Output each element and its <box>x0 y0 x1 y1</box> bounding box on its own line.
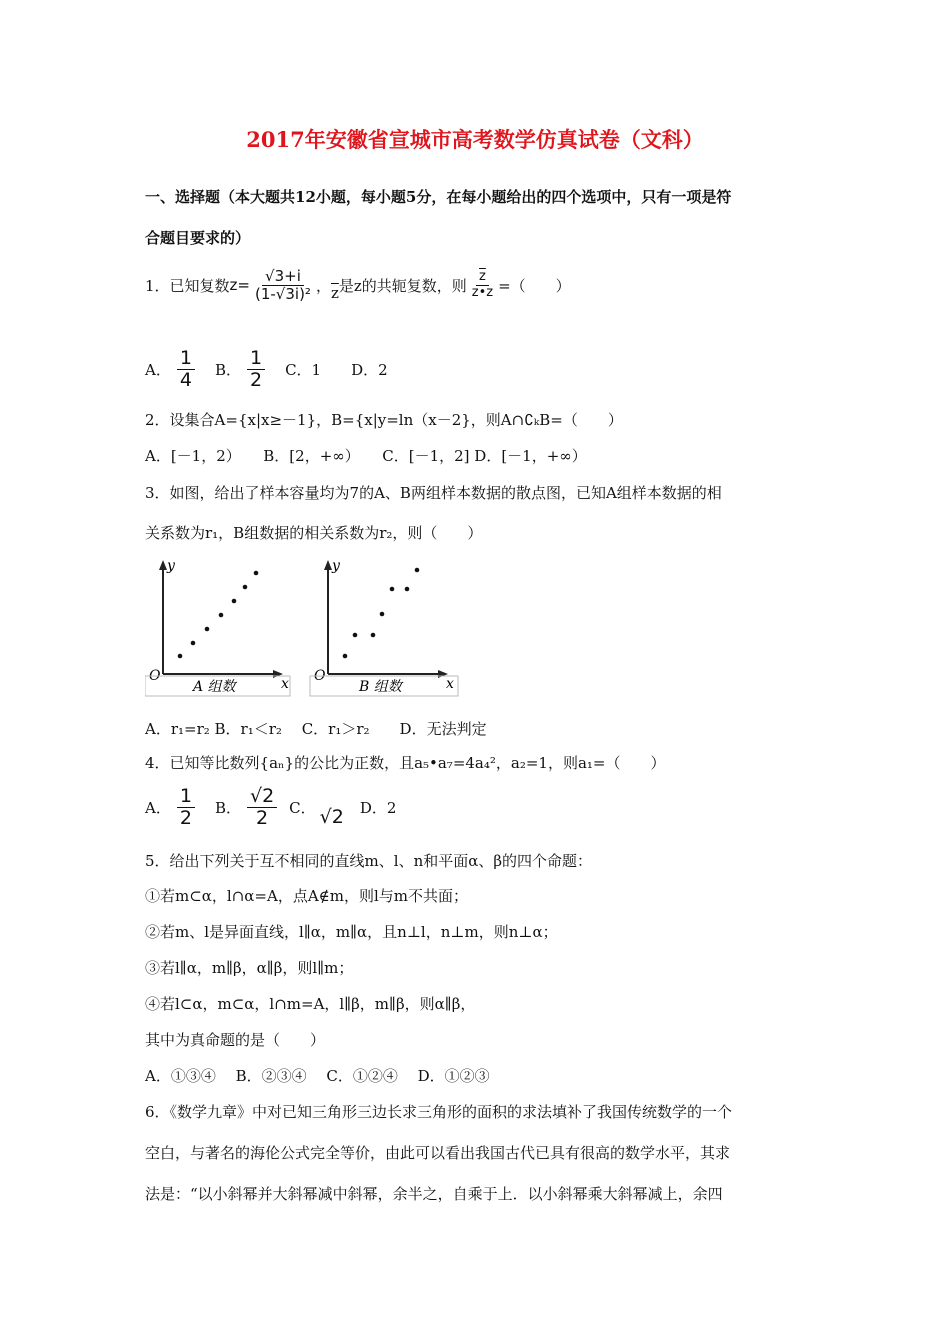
q1-option-b-label: B． <box>214 360 241 379</box>
question-5-ask: 其中为真命题的是（ ） <box>145 1031 326 1049</box>
question-5-stem: 5．给出下列关于互不相同的直线m、l、n和平面α、β的四个命题： <box>145 852 593 870</box>
graph-b-y-label: y <box>332 558 340 574</box>
scatter-figure <box>145 556 460 698</box>
q1-fraction2-numerator: $\overline{z}$ <box>476 270 489 285</box>
q1-option-a-den: 4 <box>179 368 192 391</box>
graph-a-point <box>205 627 210 632</box>
q1-zbar: $\overline{z}$ <box>330 284 339 302</box>
q1-fraction2-denominator: z•z <box>471 284 494 300</box>
question-4-stem: 4．已知等比数列{aₙ}的公比为正数，且a₅•a₇=4a₄²，a₂=1，则a₁=（ ） <box>145 754 666 772</box>
graph-a-y-label: y <box>167 558 175 574</box>
q4-option-d: D．2 <box>359 798 397 817</box>
graph-b-point <box>371 633 376 638</box>
graph-a-point <box>178 654 183 659</box>
scatter-figure-bg <box>145 556 460 698</box>
question-3-line2: 关系数为r₁，B组数据的相关系数为r₂，则（ ） <box>145 524 483 542</box>
graph-b-x-label: x <box>446 676 454 692</box>
q4-option-a-num: 1 <box>177 786 195 808</box>
q1-option-b-den: 2 <box>249 368 263 391</box>
q1-text: 是z的共轭复数，则 <box>338 276 467 295</box>
question-2-stem: 2．设集合A={x|x≥－1}，B={x|y=ln（x－2}，则A∩∁ₖB=（ ） <box>145 411 623 429</box>
q1-fraction-denominator: (1-√3i)² <box>255 284 311 303</box>
graph-a-point <box>191 641 196 646</box>
section-heading-line1: 一、选择题（本大题共12小题，每小题5分，在每小题给出的四个选项中，只有一项是符 <box>145 188 732 206</box>
q4-option-c-value: √2 <box>319 806 344 829</box>
question-4-options <box>145 786 396 829</box>
graph-a-point <box>232 599 237 604</box>
q4-option-b-num: √2 <box>247 786 277 808</box>
q1-tail: =（ ） <box>498 276 571 295</box>
question-5-proposition-3: ③若l∥α，m∥β，α∥β，则l∥m； <box>145 959 354 977</box>
question-5-proposition-1: ①若m⊂α，l∩α=A，点A∉m，则l与m不共面； <box>145 887 468 905</box>
graph-b-point <box>380 612 385 617</box>
q1-prefix: 1．已知复数 <box>145 276 230 295</box>
q4-option-c-label: C． <box>289 798 316 817</box>
q4-option-a-value <box>177 786 195 829</box>
graph-b-point <box>343 654 348 659</box>
q4-option-b-den: 2 <box>256 806 269 829</box>
q1-option-a-label: A． <box>145 360 171 379</box>
graph-a-x-label: x <box>281 676 289 692</box>
graph-b-point <box>353 633 358 638</box>
q1-option-c: C．1 <box>285 360 322 379</box>
page-title: 2017年安徽省宣城市高考数学仿真试卷（文科） <box>246 127 704 152</box>
graph-b-point <box>415 568 420 573</box>
q1-fraction <box>252 268 314 302</box>
graph-a-origin: O <box>149 668 161 684</box>
q4-option-b-label: B． <box>214 798 241 817</box>
graph-b-point <box>390 587 395 592</box>
graph-a-caption: A 组数 <box>193 679 236 695</box>
question-1-options <box>145 348 388 391</box>
q1-comma: ， <box>315 276 331 295</box>
question-2-options: A．[－1，2） B．[2，+∞） C．[－1，2] D．[－1，+∞） <box>145 447 587 465</box>
q1-option-d: D．2 <box>351 360 388 379</box>
question-5-proposition-2: ②若m、l是异面直线，l∥α，m∥α，且n⊥l，n⊥m，则n⊥α； <box>145 923 558 941</box>
question-5-options: A．①③④ B．②③④ C．①②④ D．①②③ <box>145 1067 490 1085</box>
graph-a-point <box>219 613 224 618</box>
q1-z-eq: z= <box>229 276 250 294</box>
graph-b-point <box>405 587 410 592</box>
question-6-line2: 空白，与著名的海伦公式完全等价，由此可以看出我国古代已具有很高的数学水平，其求 <box>145 1144 731 1162</box>
q1-option-a-num: 1 <box>177 348 195 370</box>
section-heading-line2: 合题目要求的） <box>145 229 251 247</box>
question-1-stem <box>145 268 571 302</box>
graph-a-point <box>243 585 248 590</box>
q1-fraction2 <box>469 270 496 300</box>
q4-option-a-den: 2 <box>179 806 192 829</box>
graph-b-caption: B 组数 <box>359 679 402 695</box>
q4-option-b-value <box>247 786 277 829</box>
question-6-line1: 6．《数学九章》中对已知三角形三边长求三角形的面积的求法填补了我国传统数学的一个 <box>145 1103 733 1121</box>
graph-b-origin: O <box>314 668 326 684</box>
question-3-line1: 3．如图，给出了样本容量均为7的A、B两组样本数据的散点图，已知A组样本数据的相 <box>145 484 722 502</box>
q1-option-a-value <box>177 348 195 391</box>
graph-a-point <box>254 571 259 576</box>
question-5-proposition-4: ④若l⊂α，m⊂α，l∩m=A，l∥β，m∥β，则α∥β， <box>145 995 476 1013</box>
q4-option-a-label: A． <box>145 798 171 817</box>
q1-fraction-numerator: √3+i <box>262 268 304 286</box>
question-3-options: A．r₁=r₂ B．r₁＜r₂ C．r₁＞r₂ D．无法判定 <box>145 720 487 738</box>
q1-option-b-num: 1 <box>247 348 265 370</box>
q1-option-b-value <box>247 348 265 391</box>
question-6-line3: 法是：“以小斜幂并大斜幂减中斜幂，余半之，自乘于上．以小斜幂乘大斜幂减上，余四 <box>145 1185 723 1203</box>
